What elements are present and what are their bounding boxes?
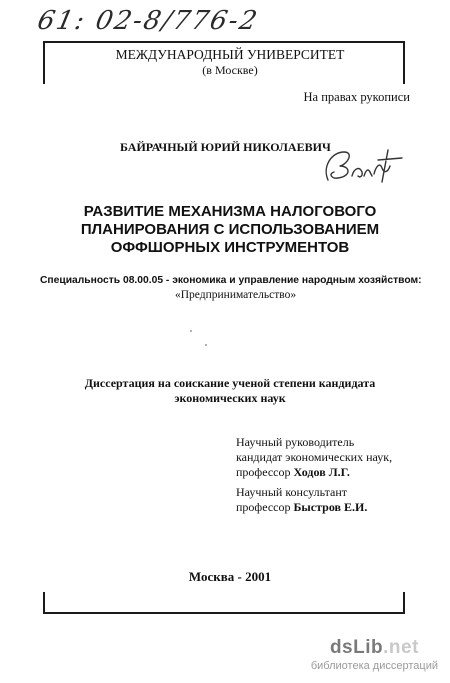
university-name: МЕЖДУНАРОДНЫЙ УНИВЕРСИТЕТ bbox=[115, 47, 345, 62]
specialty-field: «Предпринимательство» bbox=[175, 289, 297, 301]
dissertation-title bbox=[40, 203, 420, 257]
title-line: ПЛАНИРОВАНИЯ С ИСПОЛЬЗОВАНИЕМ bbox=[80, 221, 380, 238]
dissertation-description bbox=[40, 376, 420, 406]
archive-number-handwritten: 61: 02-8/776-2 bbox=[34, 6, 262, 36]
title-line: РАЗВИТИЕ МЕХАНИЗМА НАЛОГОВОГО bbox=[83, 203, 377, 220]
university-location: (в Москве) bbox=[202, 63, 258, 77]
supervisor-label: Научный руководитель bbox=[236, 435, 355, 449]
city-year: Москва - 2001 bbox=[188, 569, 272, 584]
supervisor-title: профессор bbox=[236, 465, 294, 479]
supervisor-degree: кандидат экономических наук, bbox=[236, 450, 393, 464]
supervisor-line bbox=[236, 465, 392, 480]
specialty-line: Специальность 08.00.05 - экономика и управление народным хозяйством: bbox=[40, 275, 422, 286]
consultant-title: профессор bbox=[236, 500, 294, 514]
frame-bottom-left-line bbox=[43, 592, 45, 613]
title-line: ОФФШОРНЫХ ИНСТРУМЕНТОВ bbox=[110, 239, 350, 256]
description-line: экономических наук bbox=[174, 391, 286, 405]
consultant-label: Научный консультант bbox=[236, 485, 347, 499]
consultant-block bbox=[236, 485, 367, 515]
watermark-subtitle: библиотека диссертаций bbox=[310, 660, 438, 672]
consultant-name: Быстров Е.И. bbox=[293, 500, 368, 514]
watermark-logo: dsLib.net bbox=[329, 637, 419, 658]
frame-top-line bbox=[43, 41, 405, 43]
consultant-line bbox=[236, 500, 367, 515]
rights-note: На правах рукописи bbox=[303, 90, 410, 104]
frame-bottom-line bbox=[43, 612, 405, 614]
author-name: БАЙРАЧНЫЙ ЮРИЙ НИКОЛАЕВИЧ bbox=[120, 140, 331, 154]
dslib-watermark bbox=[311, 637, 438, 672]
frame-bottom-right-line bbox=[403, 592, 405, 613]
author-signature bbox=[318, 142, 408, 188]
scan-speck bbox=[205, 344, 207, 346]
supervisor-block bbox=[236, 435, 392, 480]
description-line: Диссертация на соискание ученой степени кандидата bbox=[84, 376, 376, 390]
scan-speck bbox=[190, 330, 192, 332]
supervisor-name: Ходов Л.Г. bbox=[293, 465, 350, 479]
